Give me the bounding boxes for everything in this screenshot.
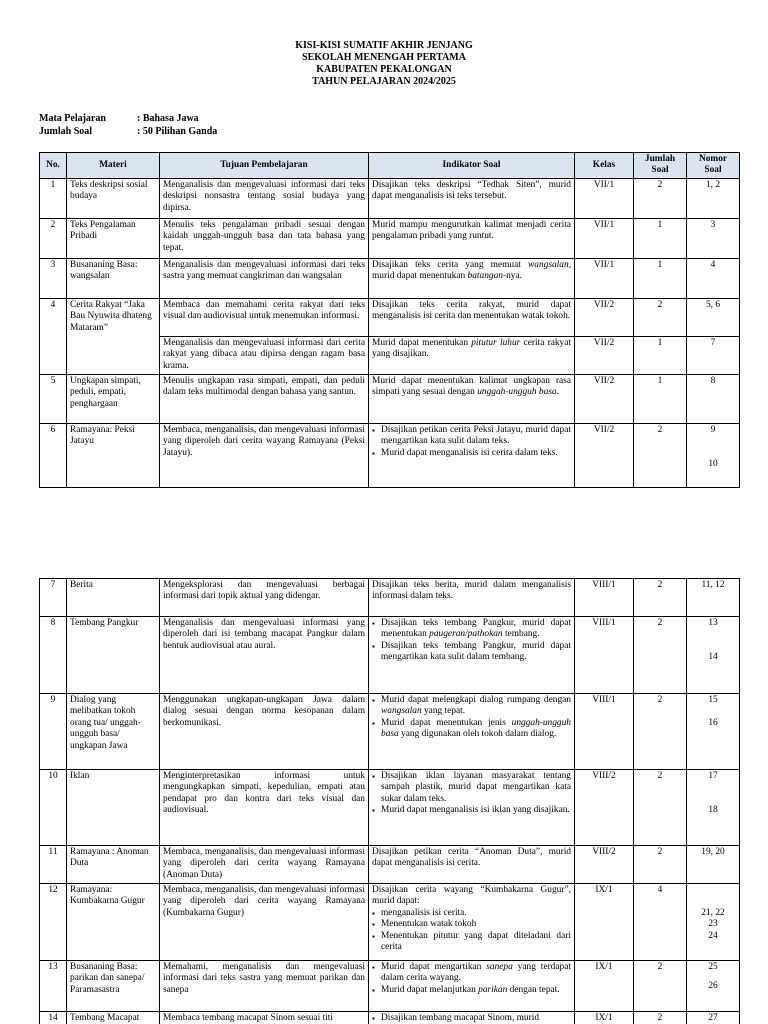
table-row: 7 Berita Mengeksplorasi dan mengevaluasi berbagai informasi dari topik aktual yang didengar. Disajikan teks berita, murid dalam menganalisis informasi dalam teks. VIII/1 2 11, 12 [40,579,740,617]
table-row: 1 Teks deskripsi sosial budaya Menganalisis dan mengevaluasi informasi dari teks deskripsi nonsastra tentang sosial budaya yang dipirsa. Disajikan teks deskripsi “Tedhak Siten”, murid dapat menganalisis isi teks tersebut. VII/1 2 1, 2 [40,178,740,218]
table-row: 13 Busananing Basa: parikan dan sanepa/ Paramasastra Memahami, menganalisis dan mengevaluasi informasi dari teks sastra yang memuat parikan dan sanepa ▪ Murid dapat mengartikan sanepa yang terdapat dalam cerita wayang. ▪ Murid dapat melanjutkan parikan dengan tepat. IX/1 2 25 26 [40,961,740,1012]
table-row: 4 Cerita Rakyat “Jaka Bau Nyuwita dhateng Mataram” Membaca dan memahami cerita rakyat dari teks visual dan audiovisual untuk menemukan informasi. Disajikan teks cerita rakyat, murid dapat menganalisis isi cerita dan menentukan watak tokoh. VII/2 2 5, 6 [40,298,740,336]
indicator-list: ▪ menganalisis isi cerita. ▪ Menentukan watak tokoh ▪ Menentukan pitutur yang dapat diteladani dari cerita [372,908,571,954]
header-year: TAHUN PELAJARAN 2024/2025 [312,76,456,87]
table-row: 12 Ramayana: Kumbakarna Gugur Membaca, menganalisis, dan mengevaluasi informasi yang diperoleh dari cerita wayang Ramayana (Kumbakarna Gugur) Disajikan cerita wayang “Kumbakarna Gugur”, murid dapat: ▪ menganalisis isi cerita. ▪ Menentukan watak tokoh ▪ Menentukan pitutur yang dapat diteladani dari cerita IX/1 4 21, 22 23 24 [40,884,740,961]
indicator-list: ▪ Disajikan tembang macapat Sinom, murid [372,1013,571,1024]
table-row: 14 Tembang Macapat Membaca tembang macapat Sinom sesuai titi ▪ Disajikan tembang macapat Sinom, murid IX/1 2 27 [40,1012,740,1024]
table-row: 9 Dialog yang melibatkan tokoh orang tua/ unggah-ungguh basa/ ungkapan Jawa Menggunakan ungkapan-ungkapan Jawa dalam dialog sesuai dengan norma kesopanan dalam berkomunikasi. ▪ Murid dapat melengkapi dialog rumpang dengan wangsalan yang tepat. ▪ Murid dapat menentukan jenis unggah-ungguh basa yang digunakan oleh tokoh dalam dialog. VIII/1 2 15 16 [40,694,740,770]
indicator-list: ▪ Disajikan teks tembang Pangkur, murid dapat menentukan paugeran/pathokan tembang. ▪ Disajikan teks tembang Pangkur, murid dapat mengartikan kata sulit dalam tembang. [372,618,571,664]
table-row: 3 Busananing Basa: wangsalan Menganalisis dan mengevaluasi informasi dari teks sastra yang memuat cangkriman dan wangsalan Disajikan teks cerita yang memuat wangsalan, murid dapat menentukan batangan-nya. VII/1 1 4 [40,258,740,298]
header-region: KABUPATEN PEKALONGAN [316,64,452,75]
table-row: 8 Tembang Pangkur Menganalisis dan mengevaluasi informasi yang diperoleh dari isi tembang macapat Pangkur dalam bentuk audiovisual atau aural. ▪ Disajikan teks tembang Pangkur, murid dapat menentukan paugeran/pathokan tembang. ▪ Disajikan teks tembang Pangkur, murid dapat mengartikan kata sulit dalam tembang. VIII/1 2 13 14 [40,617,740,694]
table-row: 2 Teks Pengalaman Pribadi Menulis teks pengalaman pribadi sesuai dengan kaidah unggah-ungguh basa dan tata bahasa yang tepat. Murid mampu mengurutkan kalimat menjadi cerita pengalaman pribadi yang runtut. VII/1 1 3 [40,218,740,258]
table-row: 5 Ungkapan simpati, peduli, empati, penghargaan Menulis ungkapan rasa simpati, empati, dan peduli dalam teks multimodal dengan bahasa yang santun. Murid dapat menentukan kalimat ungkapan rasa simpati yang sesuai dengan unggah-ungguh basa. VII/2 1 8 [40,374,740,423]
kisi-table-part-1 [39,152,740,488]
meta-count-value: : 50 Pilihan Ganda [137,125,218,137]
col-header-no: No. [40,153,67,179]
header-school: SEKOLAH MENENGAH PERTAMA [302,52,466,63]
table-header-row [40,153,740,179]
meta-count [39,126,217,139]
indicator-list: ▪ Disajikan iklan layanan masyarakat tentang sampah plastik, murid dapat mengartikan kata sukar dalam teks. ▪ Murid dapat menganalisis isi iklan yang disajikan. [372,771,571,817]
table-row: Menganalisis dan mengevaluasi informasi dari cerita rakyat yang dibaca atau dipirsa dengan ragam basa krama. Murid dapat menentukan pitutur luhur cerita rakyat yang disajikan. VII/2 1 7 [40,336,740,374]
col-header-tujuan: Tujuan Pembelajaran [160,153,369,179]
indicator-list: ▪ Disajikan petikan cerita Peksi Jatayu, murid dapat mengartikan kata sulit dalam teks. ▪ Murid dapat menganalisis isi cerita dalam teks. [372,425,571,459]
table-row: 6 Ramayana: Peksi Jatayu Membaca, menganalisis, dan mengevaluasi informasi yang diperoleh dari cerita wayang Ramayana (Peksi Jatayu). ▪ Disajikan petikan cerita Peksi Jatayu, murid dapat mengartikan kata sulit dalam teks. ▪ Murid dapat menganalisis isi cerita dalam teks. VII/2 2 9 10 [40,423,740,487]
document-meta [39,113,217,138]
indicator-list: ▪ Murid dapat melengkapi dialog rumpang dengan wangsalan yang tepat. ▪ Murid dapat menentukan jenis unggah-ungguh basa yang digunakan oleh tokoh dalam dialog. [372,695,571,741]
indicator-list: ▪ Murid dapat mengartikan sanepa yang terdapat dalam cerita wayang. ▪ Murid dapat melanjutkan parikan dengan tepat. [372,962,571,996]
col-header-nomor: Nomor Soal [687,153,740,179]
meta-count-label: Jumlah Soal [39,125,93,137]
meta-subject-label: Mata Pelajaran [39,113,106,124]
col-header-kelas: Kelas [575,153,634,179]
document-header [0,40,768,88]
table-row: 10 Iklan Menginterpretasikan informasi untuk mengungkapkan simpati, kepedulian, empati atau pendapat pro dan kontra dari teks visual dan audiovisual. ▪ Disajikan iklan layanan masyarakat tentang sampah plastik, murid dapat mengartikan kata sukar dalam teks. ▪ Murid dapat menganalisis isi iklan yang disajikan. VIII/2 2 17 18 [40,770,740,846]
col-header-indikator: Indikator Soal [369,153,575,179]
meta-subject-value: : Bahasa Jawa [137,113,199,124]
table-row: 11 Ramayana : Anoman Duta Membaca, menganalisis, dan mengevaluasi informasi yang diperoleh dari cerita wayang Ramayana (Anoman Duta) Disajikan petikan cerita “Anoman Duta”, murid dapat menganalisis isi cerita. VIII/2 2 19, 20 [40,846,740,884]
col-header-materi: Materi [67,153,160,179]
meta-subject [39,113,217,126]
header-title: KISI-KISI SUMATIF AKHIR JENJANG [295,40,473,51]
kisi-table-part-2 [39,578,740,1024]
col-header-jumlah: Jumlah Soal [634,153,687,179]
